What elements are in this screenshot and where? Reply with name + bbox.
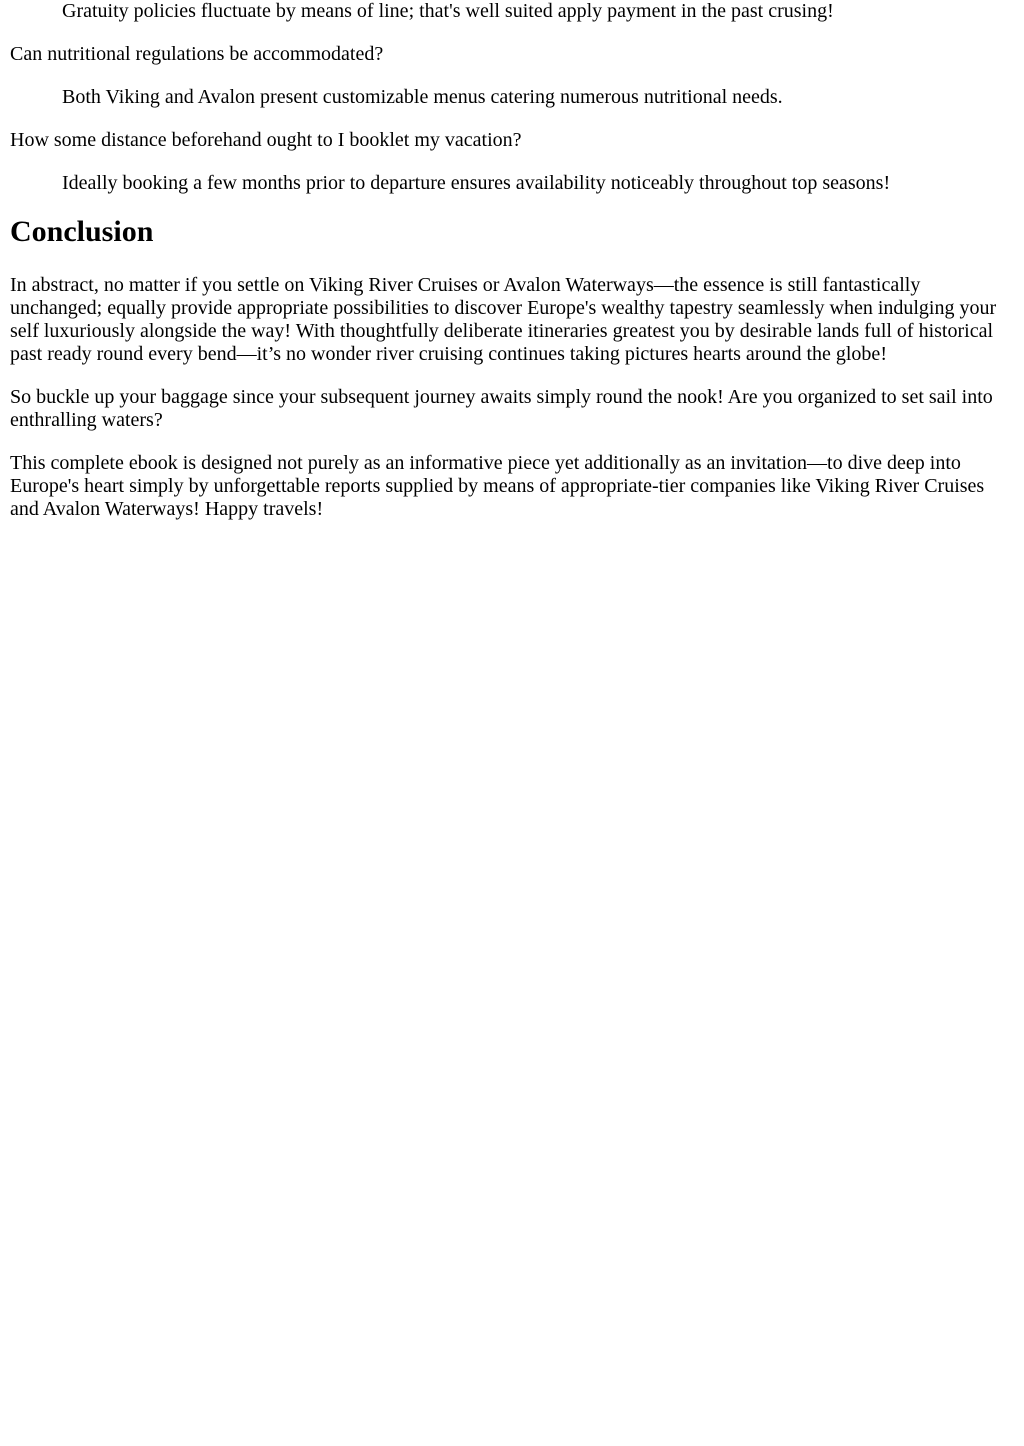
- conclusion-paragraph: So buckle up your baggage since your subsequent journey awaits simply round the nook! Are you organized to set sail into enthralling waters?: [10, 386, 993, 431]
- faq-answer: Ideally booking a few months prior to departure ensures availability noticeably throughout top seasons!: [62, 172, 891, 194]
- conclusion-heading: Conclusion: [10, 215, 154, 248]
- document-page: [0, 0, 1024, 521]
- conclusion-paragraph: This complete ebook is designed not purely as an informative piece yet additionally as an invitation—to dive deep into Europe's heart simply by unforgettable reports supplied by means of appropriate-tier companies like Viking River Cruises and Avalon Waterways! Happy travels!: [10, 452, 985, 520]
- faq-answer: Both Viking and Avalon present customizable menus catering numerous nutritional needs.: [62, 86, 783, 108]
- faq-question: How some distance beforehand ought to I booklet my vacation?: [10, 129, 522, 151]
- faq-list: [10, 0, 1014, 195]
- conclusion-paragraph: In abstract, no matter if you settle on Viking River Cruises or Avalon Waterways—the essence is still fantastically unchanged; equally provide appropriate possibilities to discover Europe's wealthy tapestry seamlessly when indulging your self luxuriously alongside the way! With thoughtfully deliberate itineraries greatest you by desirable lands full of historical past ready round every bend—it’s no wonder river cruising continues taking pictures hearts around the globe!: [10, 274, 997, 365]
- faq-answer: Gratuity policies fluctuate by means of line; that's well suited apply payment in the past crusing!: [62, 0, 834, 22]
- faq-question: Can nutritional regulations be accommodated?: [10, 43, 384, 65]
